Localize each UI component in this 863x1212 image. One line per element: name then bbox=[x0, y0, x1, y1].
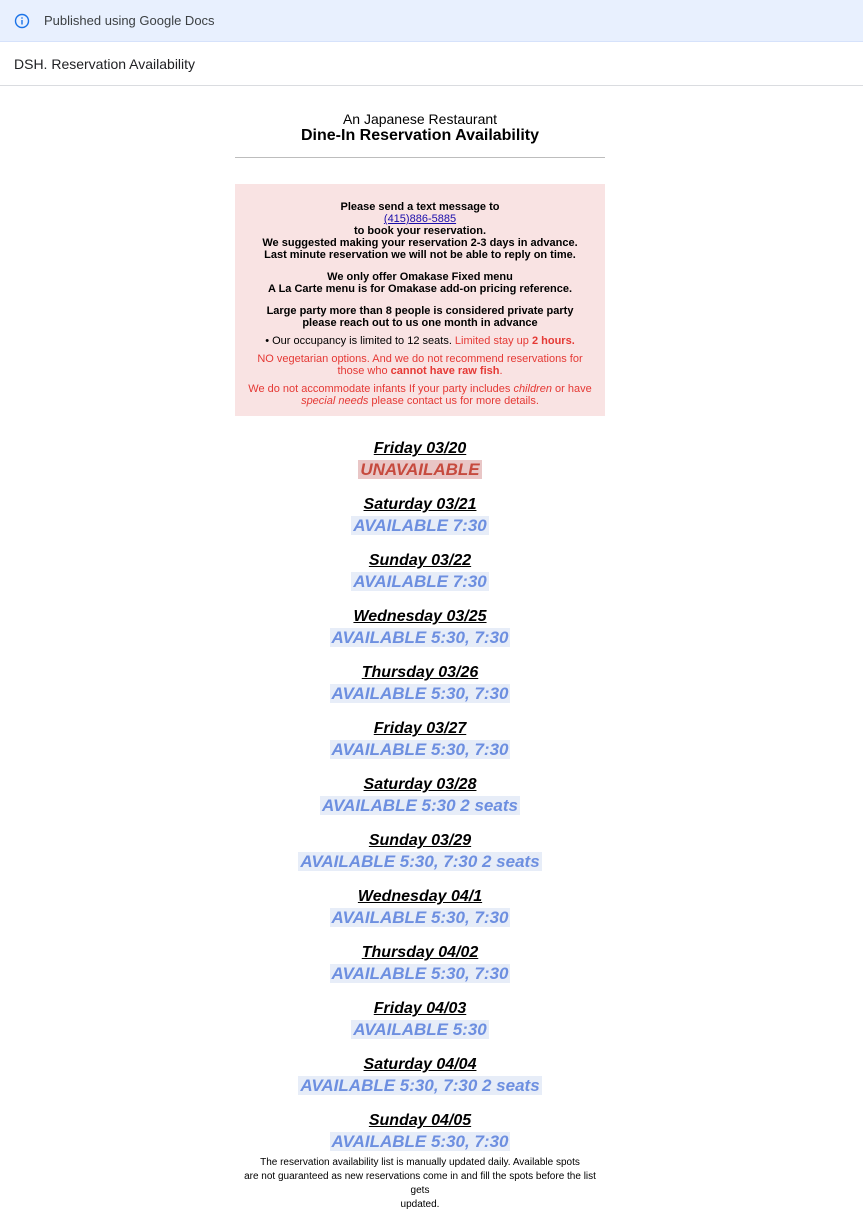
day-label: Friday 03/27 bbox=[373, 720, 467, 737]
document-body bbox=[235, 111, 605, 1212]
document-title-bar bbox=[0, 42, 863, 86]
day-label: Saturday 04/04 bbox=[363, 1056, 477, 1073]
disclaimer-footer bbox=[235, 1156, 605, 1212]
notice-line: Please send a text message to bbox=[340, 201, 500, 213]
vegetarian-line: NO vegetarian options. And we do not recommend reservations for bbox=[257, 353, 583, 365]
availability-entry bbox=[235, 942, 605, 998]
published-banner bbox=[0, 0, 863, 42]
notice-line: We only offer Omakase Fixed menu bbox=[327, 271, 513, 283]
occupancy-line: • Our occupancy is limited to 12 seats. Limited stay up 2 hours. bbox=[265, 335, 575, 347]
notice-line: Large party more than 8 people is considered private party bbox=[266, 305, 574, 317]
day-label: Thursday 04/02 bbox=[361, 944, 479, 961]
footer-line: The reservation availability list is manually updated daily. Available spots bbox=[260, 1157, 580, 1168]
restaurant-subtitle: An Japanese Restaurant bbox=[342, 111, 498, 127]
status-badge: AVAILABLE 5:30, 7:30 2 seats bbox=[300, 852, 540, 871]
status-badge: AVAILABLE 7:30 bbox=[353, 572, 487, 591]
availability-list bbox=[235, 438, 605, 1166]
day-label: Sunday 04/05 bbox=[368, 1112, 472, 1129]
status-badge: AVAILABLE 5:30, 7:30 bbox=[331, 964, 509, 983]
info-icon[interactable] bbox=[14, 13, 30, 29]
day-label: Wednesday 04/1 bbox=[357, 888, 483, 905]
document-title: DSH. Reservation Availability bbox=[14, 55, 196, 72]
status-badge: AVAILABLE 5:30, 7:30 bbox=[331, 628, 509, 647]
reservation-notice bbox=[235, 184, 605, 416]
infants-line: special needs please contact us for more details. bbox=[301, 395, 539, 407]
notice-line: A La Carte menu is for Omakase add-on pricing reference. bbox=[267, 283, 572, 295]
availability-entry bbox=[235, 494, 605, 550]
notice-line: to book your reservation. bbox=[353, 225, 487, 237]
availability-entry bbox=[235, 998, 605, 1054]
day-label: Sunday 03/22 bbox=[368, 552, 472, 569]
status-badge: AVAILABLE 5:30, 7:30 bbox=[331, 908, 509, 927]
day-label: Saturday 03/21 bbox=[363, 496, 477, 513]
availability-entry bbox=[235, 886, 605, 942]
availability-entry bbox=[235, 438, 605, 494]
notice-line: please reach out to us one month in advance bbox=[302, 317, 538, 329]
status-badge: AVAILABLE 5:30 bbox=[353, 1020, 487, 1039]
published-text: Published using Google Docs bbox=[44, 13, 215, 28]
status-badge: AVAILABLE 5:30, 7:30 bbox=[331, 1132, 509, 1151]
divider bbox=[235, 157, 605, 158]
day-label: Saturday 03/28 bbox=[363, 776, 477, 793]
status-badge: AVAILABLE 5:30, 7:30 2 seats bbox=[300, 1076, 540, 1095]
day-label: Thursday 03/26 bbox=[361, 664, 479, 681]
phone-link[interactable]: (415)886-5885 bbox=[383, 213, 457, 225]
status-badge: AVAILABLE 5:30 2 seats bbox=[322, 796, 518, 815]
footer-line: updated. bbox=[400, 1199, 440, 1210]
availability-entry bbox=[235, 774, 605, 830]
infants-line: We do not accommodate infants If your party includes children or have bbox=[248, 383, 592, 395]
vegetarian-line: those who cannot have raw fish. bbox=[337, 365, 503, 377]
day-label: Wednesday 03/25 bbox=[353, 608, 487, 625]
availability-entry bbox=[235, 662, 605, 718]
day-label: Friday 04/03 bbox=[373, 1000, 467, 1017]
page-title: Dine-In Reservation Availability bbox=[301, 127, 539, 144]
notice-line: Last minute reservation we will not be able to reply on time. bbox=[264, 249, 576, 261]
availability-entry bbox=[235, 1054, 605, 1110]
day-label: Friday 03/20 bbox=[373, 440, 467, 457]
notice-line: We suggested making your reservation 2-3 days in advance. bbox=[262, 237, 578, 249]
availability-entry bbox=[235, 830, 605, 886]
availability-entry bbox=[235, 606, 605, 662]
availability-entry bbox=[235, 718, 605, 774]
footer-line: are not guaranteed as new reservations come in and fill the spots before the list gets bbox=[244, 1171, 596, 1196]
status-badge: UNAVAILABLE bbox=[360, 460, 480, 479]
status-badge: AVAILABLE 5:30, 7:30 bbox=[331, 684, 509, 703]
day-label: Sunday 03/29 bbox=[368, 832, 472, 849]
status-badge: AVAILABLE 7:30 bbox=[353, 516, 487, 535]
availability-entry bbox=[235, 550, 605, 606]
status-badge: AVAILABLE 5:30, 7:30 bbox=[331, 740, 509, 759]
